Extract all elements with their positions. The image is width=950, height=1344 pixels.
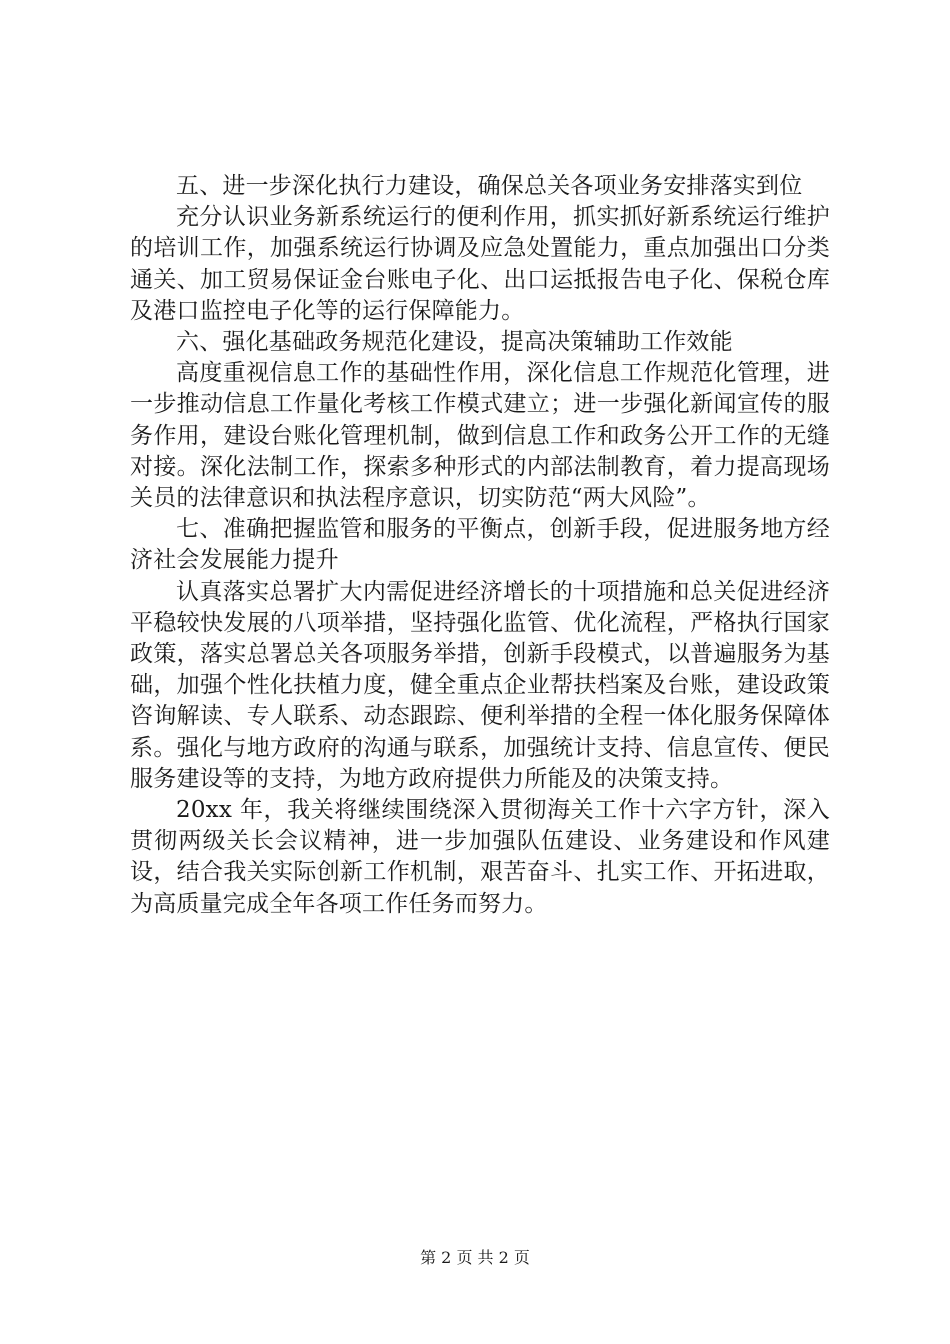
paragraph: 充分认识业务新系统运行的便利作用，抓实抓好新系统运行维护的培训工作，加强系统运行协调及应急处置能力，重点加强出口分类通关、加工贸易保证金台账电子化、出口运抵报告电子化、保税仓库及港口监控电子化等的运行保障能力。 bbox=[130, 204, 830, 324]
paragraph: 认真落实总署扩大内需促进经济增长的十项措施和总关促进经济平稳较快发展的八项举措，坚持强化监管、优化流程，严格执行国家政策，落实总署总关各项服务举措，创新手段模式，以普遍服务为基础，加强个性化扶植力度，健全重点企业帮扶档案及台账，建设政策咨询解读、专人联系、动态跟踪、便利举措的全程一体化服务保障体系。强化与地方政府的沟通与联系，加强统计支持、信息宣传、便民服务建设等的支持，为地方政府提供力所能及的决策支持。 bbox=[130, 578, 830, 792]
page-number-footer: 第 2 页 共 2 页 bbox=[420, 1248, 530, 1267]
document-body bbox=[130, 171, 830, 920]
section-heading-5: 五、进一步深化执行力建设，确保总关各项业务安排落实到位 bbox=[176, 173, 803, 199]
paragraph: 高度重视信息工作的基础性作用，深化信息工作规范化管理，进一步推动信息工作量化考核工作模式建立；进一步强化新闻宣传的服务作用，建设台账化管理机制，做到信息工作和政务公开工作的无缝对接。深化法制工作，探索多种形式的内部法制教育，着力提高现场关员的法律意识和执法程序意识，切实防范“两大风险”。 bbox=[130, 360, 830, 512]
section-heading-6: 六、强化基础政务规范化建设，提高决策辅助工作效能 bbox=[176, 329, 733, 356]
closing-paragraph: 20xx 年，我关将继续围绕深入贯彻海关工作十六字方针，深入贯彻两级关长会议精神，进一步加强队伍建设、业务建设和作风建设，结合我关实际创新工作机制，艰苦奋斗、扎实工作、开拓进取，为高质量完成全年各项工作任务而努力。 bbox=[130, 797, 830, 917]
section-heading-7: 七、准确把握监管和服务的平衡点，创新手段，促进服务地方经济社会发展能力提升 bbox=[130, 516, 830, 574]
